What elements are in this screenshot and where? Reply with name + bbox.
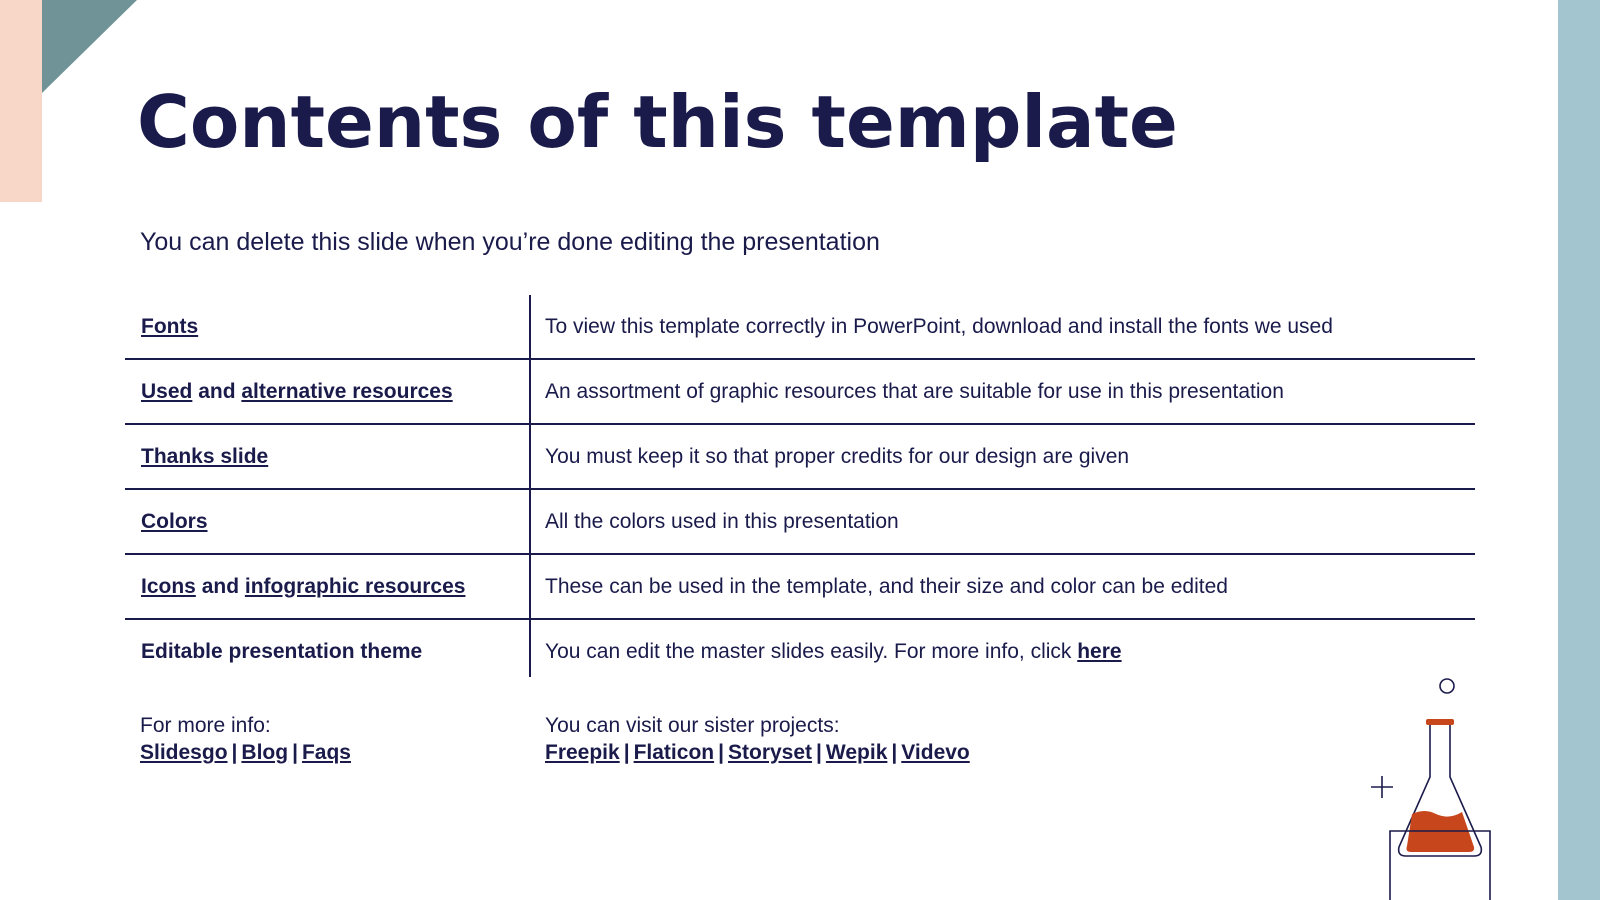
table-row-resources <box>125 358 1475 423</box>
used-resources-link[interactable]: Used <box>141 379 193 403</box>
row-label <box>125 380 529 404</box>
slidesgo-link[interactable]: Slidesgo <box>140 741 228 764</box>
colors-link[interactable]: Colors <box>141 509 208 533</box>
separator: | <box>816 741 822 764</box>
row-label: Editable presentation theme <box>141 639 423 663</box>
theme-description: You can edit the master slides easily. For more info, click <box>545 639 1078 663</box>
wepik-link[interactable]: Wepik <box>825 741 888 764</box>
thanks-slide-link[interactable]: Thanks slide <box>141 444 269 468</box>
row-label <box>125 445 529 469</box>
decor-teal-triangle <box>42 0 137 93</box>
row-label <box>125 575 529 599</box>
footer-sister-projects <box>545 712 970 766</box>
icons-link[interactable]: Icons <box>141 574 196 598</box>
fonts-link[interactable]: Fonts <box>141 314 199 338</box>
videvo-link[interactable]: Videvo <box>901 741 970 764</box>
here-link[interactable]: here <box>1077 639 1122 663</box>
table-row-thanks <box>125 423 1475 488</box>
table-row-fonts <box>125 295 1475 358</box>
table-row-icons <box>125 553 1475 618</box>
row-label <box>125 510 529 534</box>
row-description <box>529 640 1122 664</box>
infographic-resources-link[interactable]: infographic resources <box>244 574 466 598</box>
footer-info-links <box>140 739 351 766</box>
separator: | <box>718 741 724 764</box>
footer-info <box>140 712 351 766</box>
faqs-link[interactable]: Faqs <box>301 741 351 764</box>
separator: | <box>891 741 898 764</box>
contents-table <box>125 295 1475 683</box>
row-description: You must keep it so that proper credits for our design are given <box>545 444 1130 468</box>
separator: | <box>231 741 238 764</box>
footer-sister-links <box>545 739 970 766</box>
joiner-text: and <box>195 574 245 598</box>
flaticon-link[interactable]: Flaticon <box>633 741 715 764</box>
row-label <box>125 315 529 339</box>
alternative-resources-link[interactable]: alternative resources <box>241 379 453 403</box>
footer-info-label: For more info: <box>140 714 271 737</box>
page-subtitle: You can delete this slide when you’re done editing the presentation <box>140 228 880 256</box>
footer-sister-label: You can visit our sister projects: <box>545 714 840 737</box>
row-description: All the colors used in this presentation <box>545 509 899 533</box>
row-description: An assortment of graphic resources that are suitable for use in this presentation <box>545 379 1284 403</box>
table-row-colors <box>125 488 1475 553</box>
row-description: To view this template correctly in PowerPoint, download and install the fonts we used <box>545 314 1333 338</box>
table-row-theme <box>125 618 1475 683</box>
decor-pink-bar <box>0 0 42 202</box>
separator: | <box>623 741 630 764</box>
separator: | <box>292 741 298 764</box>
flask-icon <box>1370 672 1505 900</box>
row-description: These can be used in the template, and their size and color can be edited <box>545 574 1228 598</box>
decor-right-bar <box>1558 0 1600 900</box>
page-title: Contents of this template <box>137 80 1178 164</box>
joiner-text: and <box>192 379 242 403</box>
storyset-link[interactable]: Storyset <box>728 741 813 764</box>
freepik-link[interactable]: Freepik <box>545 741 620 764</box>
blog-link[interactable]: Blog <box>241 741 289 764</box>
